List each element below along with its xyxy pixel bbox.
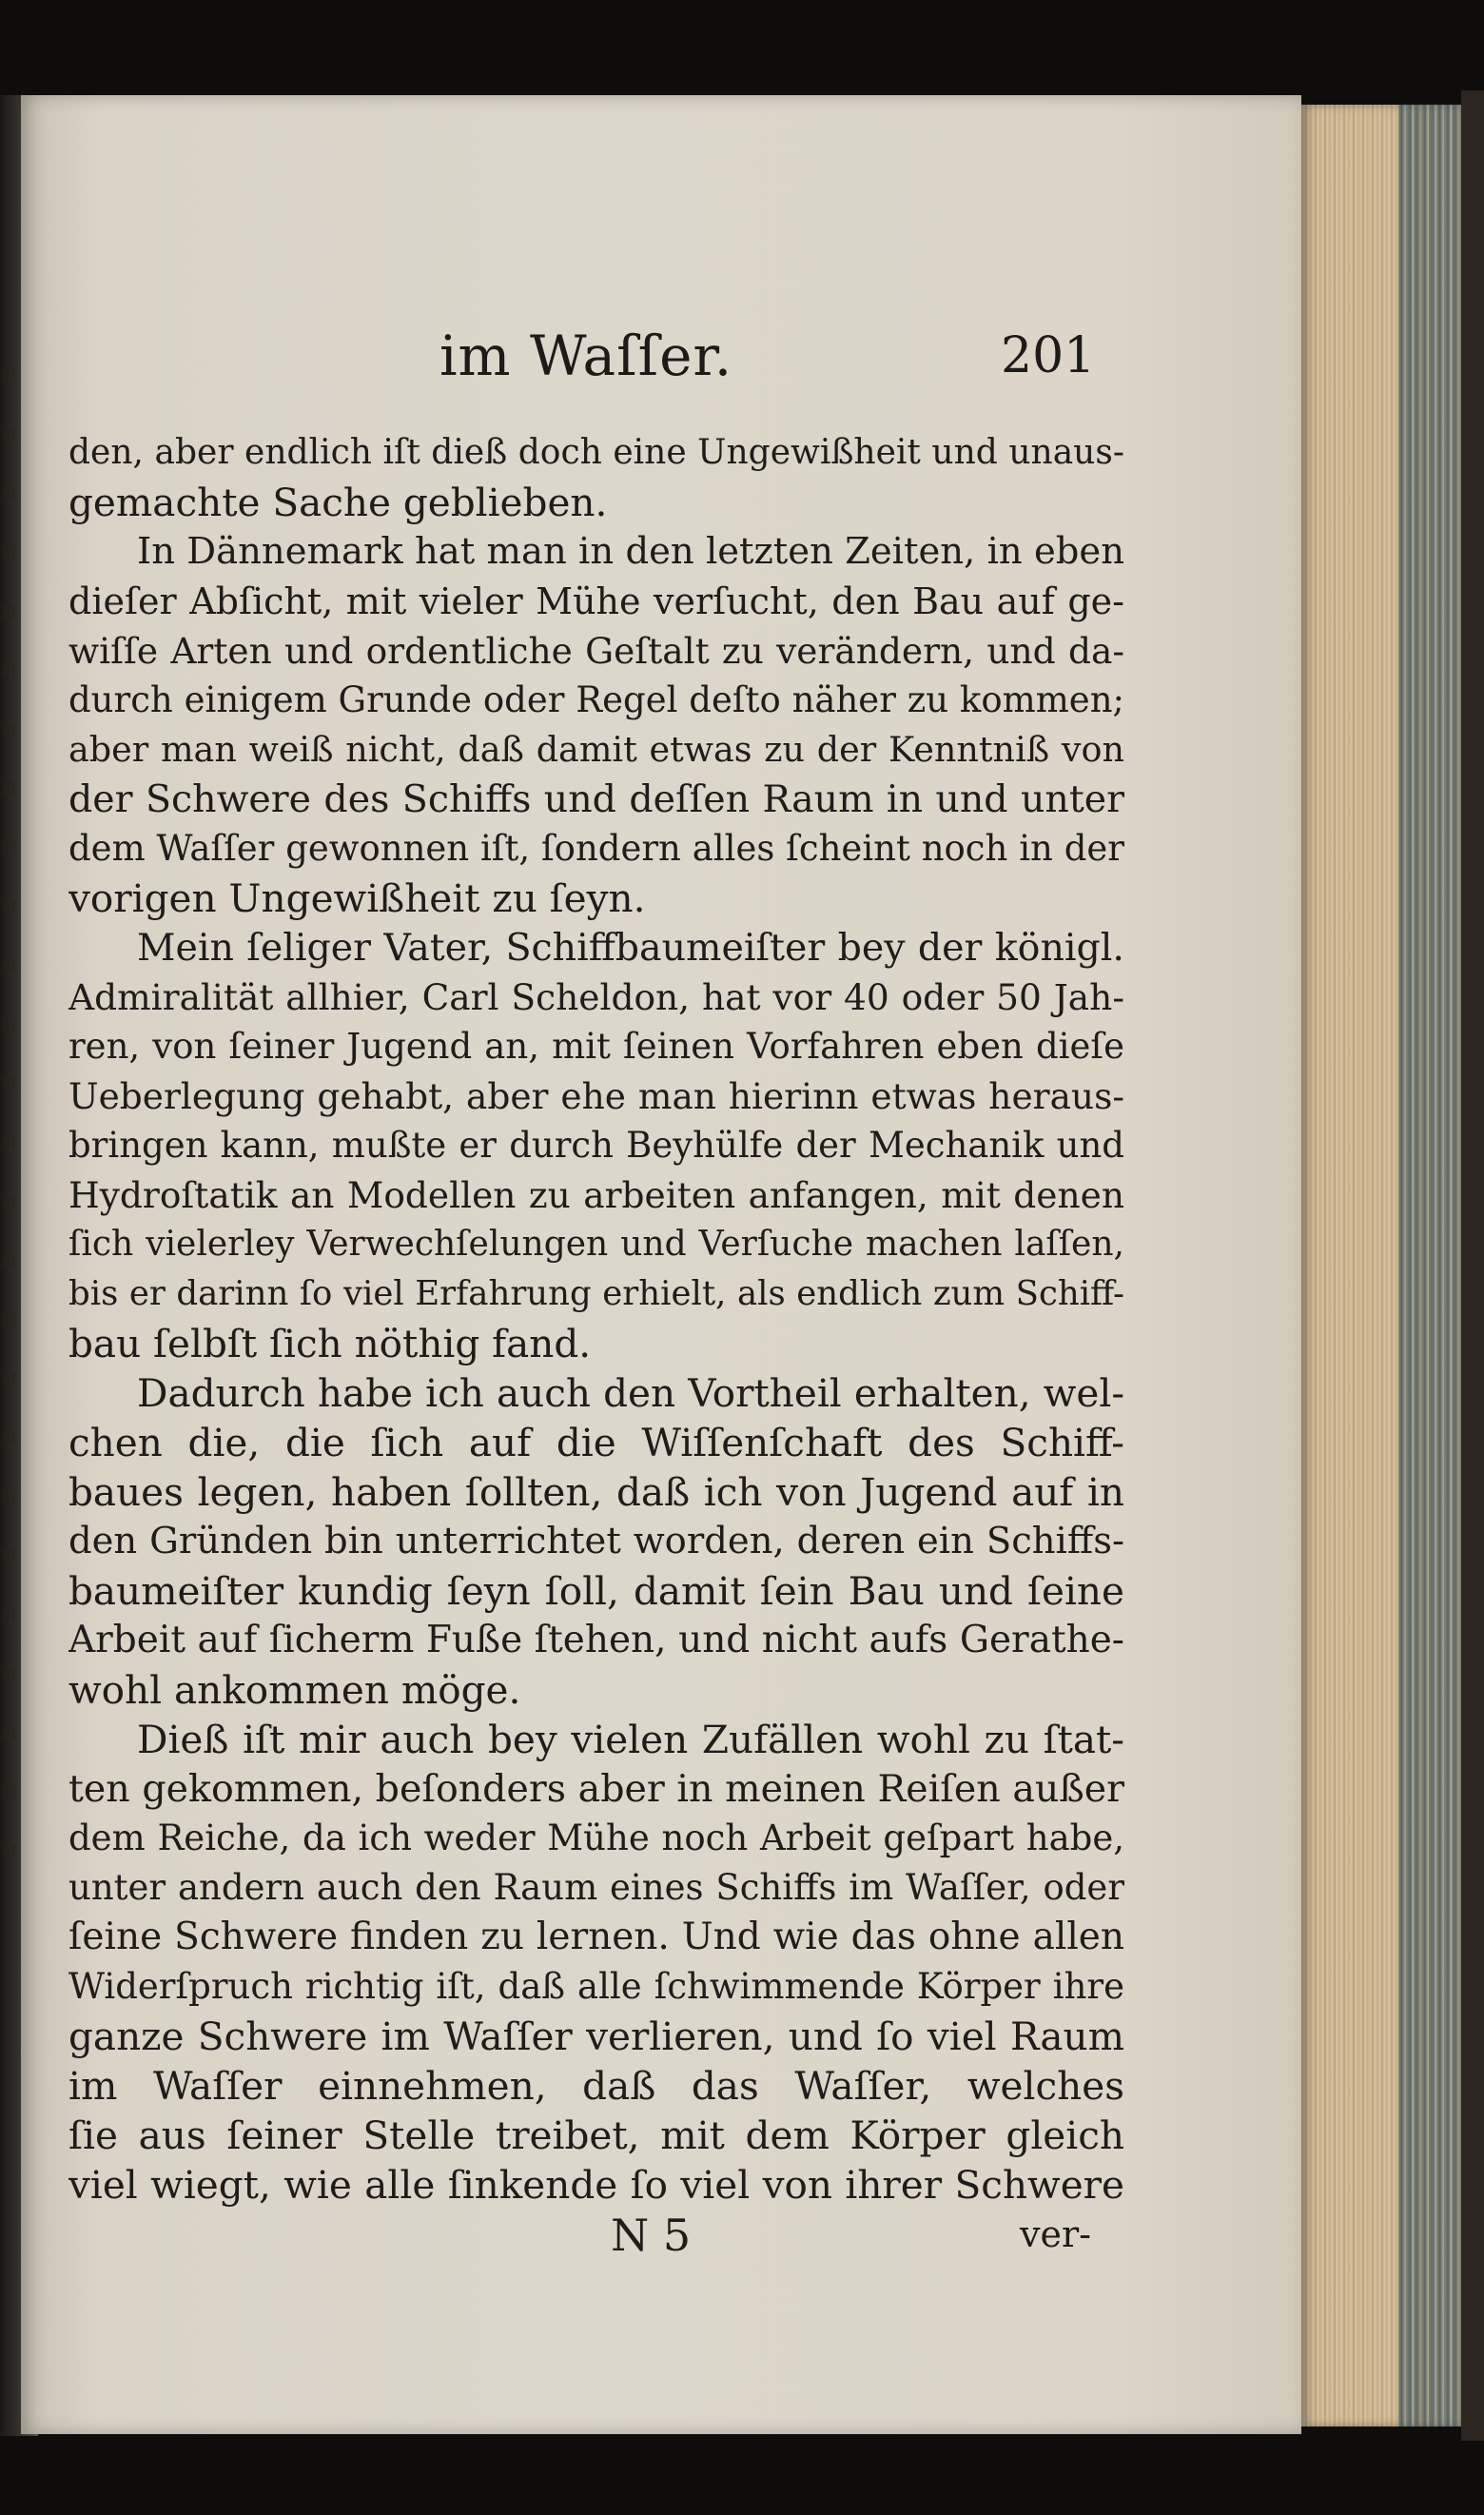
text-line: bringen kann, mußte er durch Beyhülfe der Mechanik und [68,1125,1124,1166]
previous-page-edge [4,324,15,1894]
signature-mark: N 5 [611,2210,692,2261]
text-line: dem Waſſer gewonnen iſt, ſondern alles ſcheint noch in der [68,828,1124,869]
book-page [21,95,1301,2434]
book-cover-edge [1461,90,1484,2441]
catchword: ver- [1020,2213,1091,2255]
text-line: ren, von ſeiner Jugend an, mit ſeinen Vorfahren eben dieſe [68,1026,1124,1067]
text-line: Mein ſeliger Vater, Schiffbaumeiſter bey der königl. [137,926,1124,970]
running-head-title: im Waſſer. [439,324,733,388]
text-line: den Gründen bin unterrichtet worden, deren ein Schiffs- [68,1520,1124,1562]
page-footer [21,2210,1301,2267]
page-block-edges [1301,105,1465,2427]
running-head [21,324,1301,400]
text-line: ſie aus ſeiner Stelle treibet, mit dem Körper gleich [68,2112,1124,2158]
text-line: den, aber endlich iſt dieß doch eine Ungewißheit und unaus- [68,433,1124,472]
text-line: aber man weiß nicht, daß damit etwas zu der Kenntniß von [68,729,1124,770]
text-line: unter andern auch den Raum eines Schiffs im Waſſer, oder [68,1867,1124,1908]
text-line: Widerſpruch richtig iſt, daß alle ſchwimmende Körper ihre [68,1966,1124,2007]
body-text [68,428,1124,2210]
text-line: bis er darinn ſo viel Erfahrung erhielt, als endlich zum Schiff- [68,1274,1124,1313]
text-line: wohl ankommen möge. [68,1667,521,1713]
text-line: ganze Schwere im Waſſer verlieren, und ſo viel Raum [68,2014,1124,2059]
page-number: 201 [1001,327,1096,384]
text-line: Dadurch habe ich auch den Vortheil erhalten, wel- [137,1370,1124,1416]
text-line: ten gekommen, beſonders aber in meinen Reiſen außer [68,1767,1124,1811]
text-line: wiſſe Arten und ordentliche Geſtalt zu verändern, und da- [68,630,1124,672]
text-line: viel wiegt, wie alle ſinkende ſo viel von ihrer Schwere [68,2162,1124,2208]
text-line: In Dännemark hat man in den letzten Zeiten, in eben [137,530,1124,573]
text-line: chen die, die ſich auf die Wiſſenſchaft des Schiff- [68,1420,1124,1465]
text-line: Ueberlegung gehabt, aber ehe man hierinn etwas heraus- [68,1075,1124,1117]
text-line: der Schwere des Schiffs und deſſen Raum in und unter [68,777,1124,821]
text-line: dem Reiche, da ich weder Mühe noch Arbeit geſpart habe, [68,1817,1124,1858]
text-line: Admiralität allhier, Carl Scheldon, hat vor 40 oder 50 Jah- [68,976,1124,1018]
text-line: ſeine Schwere finden zu lernen. Und wie das ohne allen [68,1916,1124,1958]
text-line: Hydroſtatik an Modellen zu arbeiten anfangen, mit denen [68,1174,1124,1216]
text-line: im Waſſer einnehmen, daß das Waſſer, welches [68,2063,1124,2109]
text-line: baumeiſter kundig ſeyn ſoll, damit ſein Bau und ſeine [68,1568,1124,1614]
text-line: vorigen Ungewißheit zu ſeyn. [68,875,646,921]
text-line: Dieß iſt mir auch bey vielen Zufällen wohl zu ſtat- [137,1717,1124,1762]
text-line: baues legen, haben ſollten, daß ich von Jugend auf in [68,1469,1124,1515]
text-line: gemachte Sache geblieben. [68,480,608,525]
text-line: Arbeit auf ſicherm Fuße ſtehen, und nicht aufs Gerathe- [68,1619,1124,1661]
text-line: bau ſelbſt ſich nöthig fand. [68,1321,592,1366]
text-line: ſich vielerley Verwechſelungen und Verſuche machen laſſen, [68,1225,1124,1264]
text-line: dieſer Abſicht, mit vieler Mühe verſucht, den Bau auf ge- [68,580,1124,622]
text-line: durch einigem Grunde oder Regel deſto näher zu kommen; [68,679,1124,720]
